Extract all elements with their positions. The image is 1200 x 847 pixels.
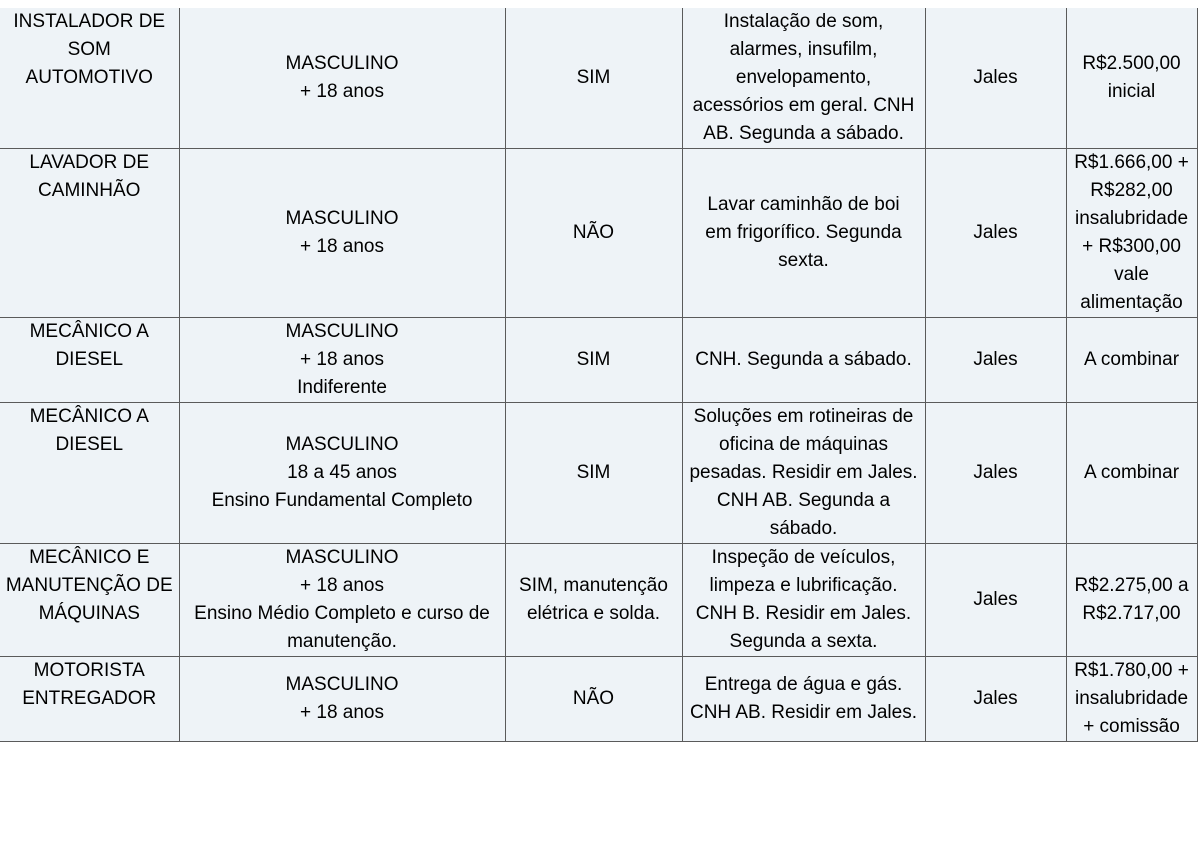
city-cell: Jales — [925, 544, 1066, 657]
table-row — [0, 318, 1197, 403]
salary-cell: R$1.780,00 + insalubridade + comissão — [1066, 657, 1197, 742]
salary-cell: R$2.275,00 a R$2.717,00 — [1066, 544, 1197, 657]
job-title-cell: MOTORISTA ENTREGADOR — [0, 657, 179, 742]
job-title-cell: MECÂNICO A DIESEL — [0, 403, 179, 544]
city-cell: Jales — [925, 8, 1066, 149]
requirements-cell: MASCULINO 18 a 45 anos Ensino Fundamental Completo — [179, 403, 505, 544]
salary-cell: A combinar — [1066, 318, 1197, 403]
city-cell: Jales — [925, 403, 1066, 544]
table-row — [0, 657, 1197, 742]
table-row — [0, 8, 1197, 149]
experience-cell: SIM, manutenção elétrica e solda. — [505, 544, 682, 657]
city-cell: Jales — [925, 149, 1066, 318]
requirements-cell: MASCULINO + 18 anos Indiferente — [179, 318, 505, 403]
salary-cell: R$2.500,00 inicial — [1066, 8, 1197, 149]
job-title-cell: MECÂNICO E MANUTENÇÃO DE MÁQUINAS — [0, 544, 179, 657]
salary-cell: A combinar — [1066, 403, 1197, 544]
city-cell: Jales — [925, 318, 1066, 403]
description-cell: Instalação de som, alarmes, insufilm, envelopamento, acessórios em geral. CNH AB. Segunda a sábado. — [682, 8, 925, 149]
table-row — [0, 403, 1197, 544]
table-row — [0, 544, 1197, 657]
requirements-cell: MASCULINO + 18 anos — [179, 657, 505, 742]
experience-cell: SIM — [505, 318, 682, 403]
description-cell: CNH. Segunda a sábado. — [682, 318, 925, 403]
experience-cell: NÃO — [505, 149, 682, 318]
table-row — [0, 149, 1197, 318]
requirements-cell: MASCULINO + 18 anos — [179, 149, 505, 318]
job-title-cell: INSTALADOR DE SOM AUTOMOTIVO — [0, 8, 179, 149]
requirements-cell: MASCULINO + 18 anos Ensino Médio Completo e curso de manutenção. — [179, 544, 505, 657]
job-listings-table — [0, 8, 1198, 742]
experience-cell: SIM — [505, 403, 682, 544]
requirements-cell: MASCULINO + 18 anos — [179, 8, 505, 149]
description-cell: Inspeção de veículos, limpeza e lubrificação. CNH B. Residir em Jales. Segunda a sexta. — [682, 544, 925, 657]
experience-cell: NÃO — [505, 657, 682, 742]
city-cell: Jales — [925, 657, 1066, 742]
job-title-cell: LAVADOR DE CAMINHÃO — [0, 149, 179, 318]
job-title-cell: MECÂNICO A DIESEL — [0, 318, 179, 403]
description-cell: Lavar caminhão de boi em frigorífico. Segunda sexta. — [682, 149, 925, 318]
experience-cell: SIM — [505, 8, 682, 149]
salary-cell: R$1.666,00 + R$282,00 insalubridade + R$300,00 vale alimentação — [1066, 149, 1197, 318]
description-cell: Entrega de água e gás. CNH AB. Residir em Jales. — [682, 657, 925, 742]
description-cell: Soluções em rotineiras de oficina de máquinas pesadas. Residir em Jales. CNH AB. Segunda a sábado. — [682, 403, 925, 544]
